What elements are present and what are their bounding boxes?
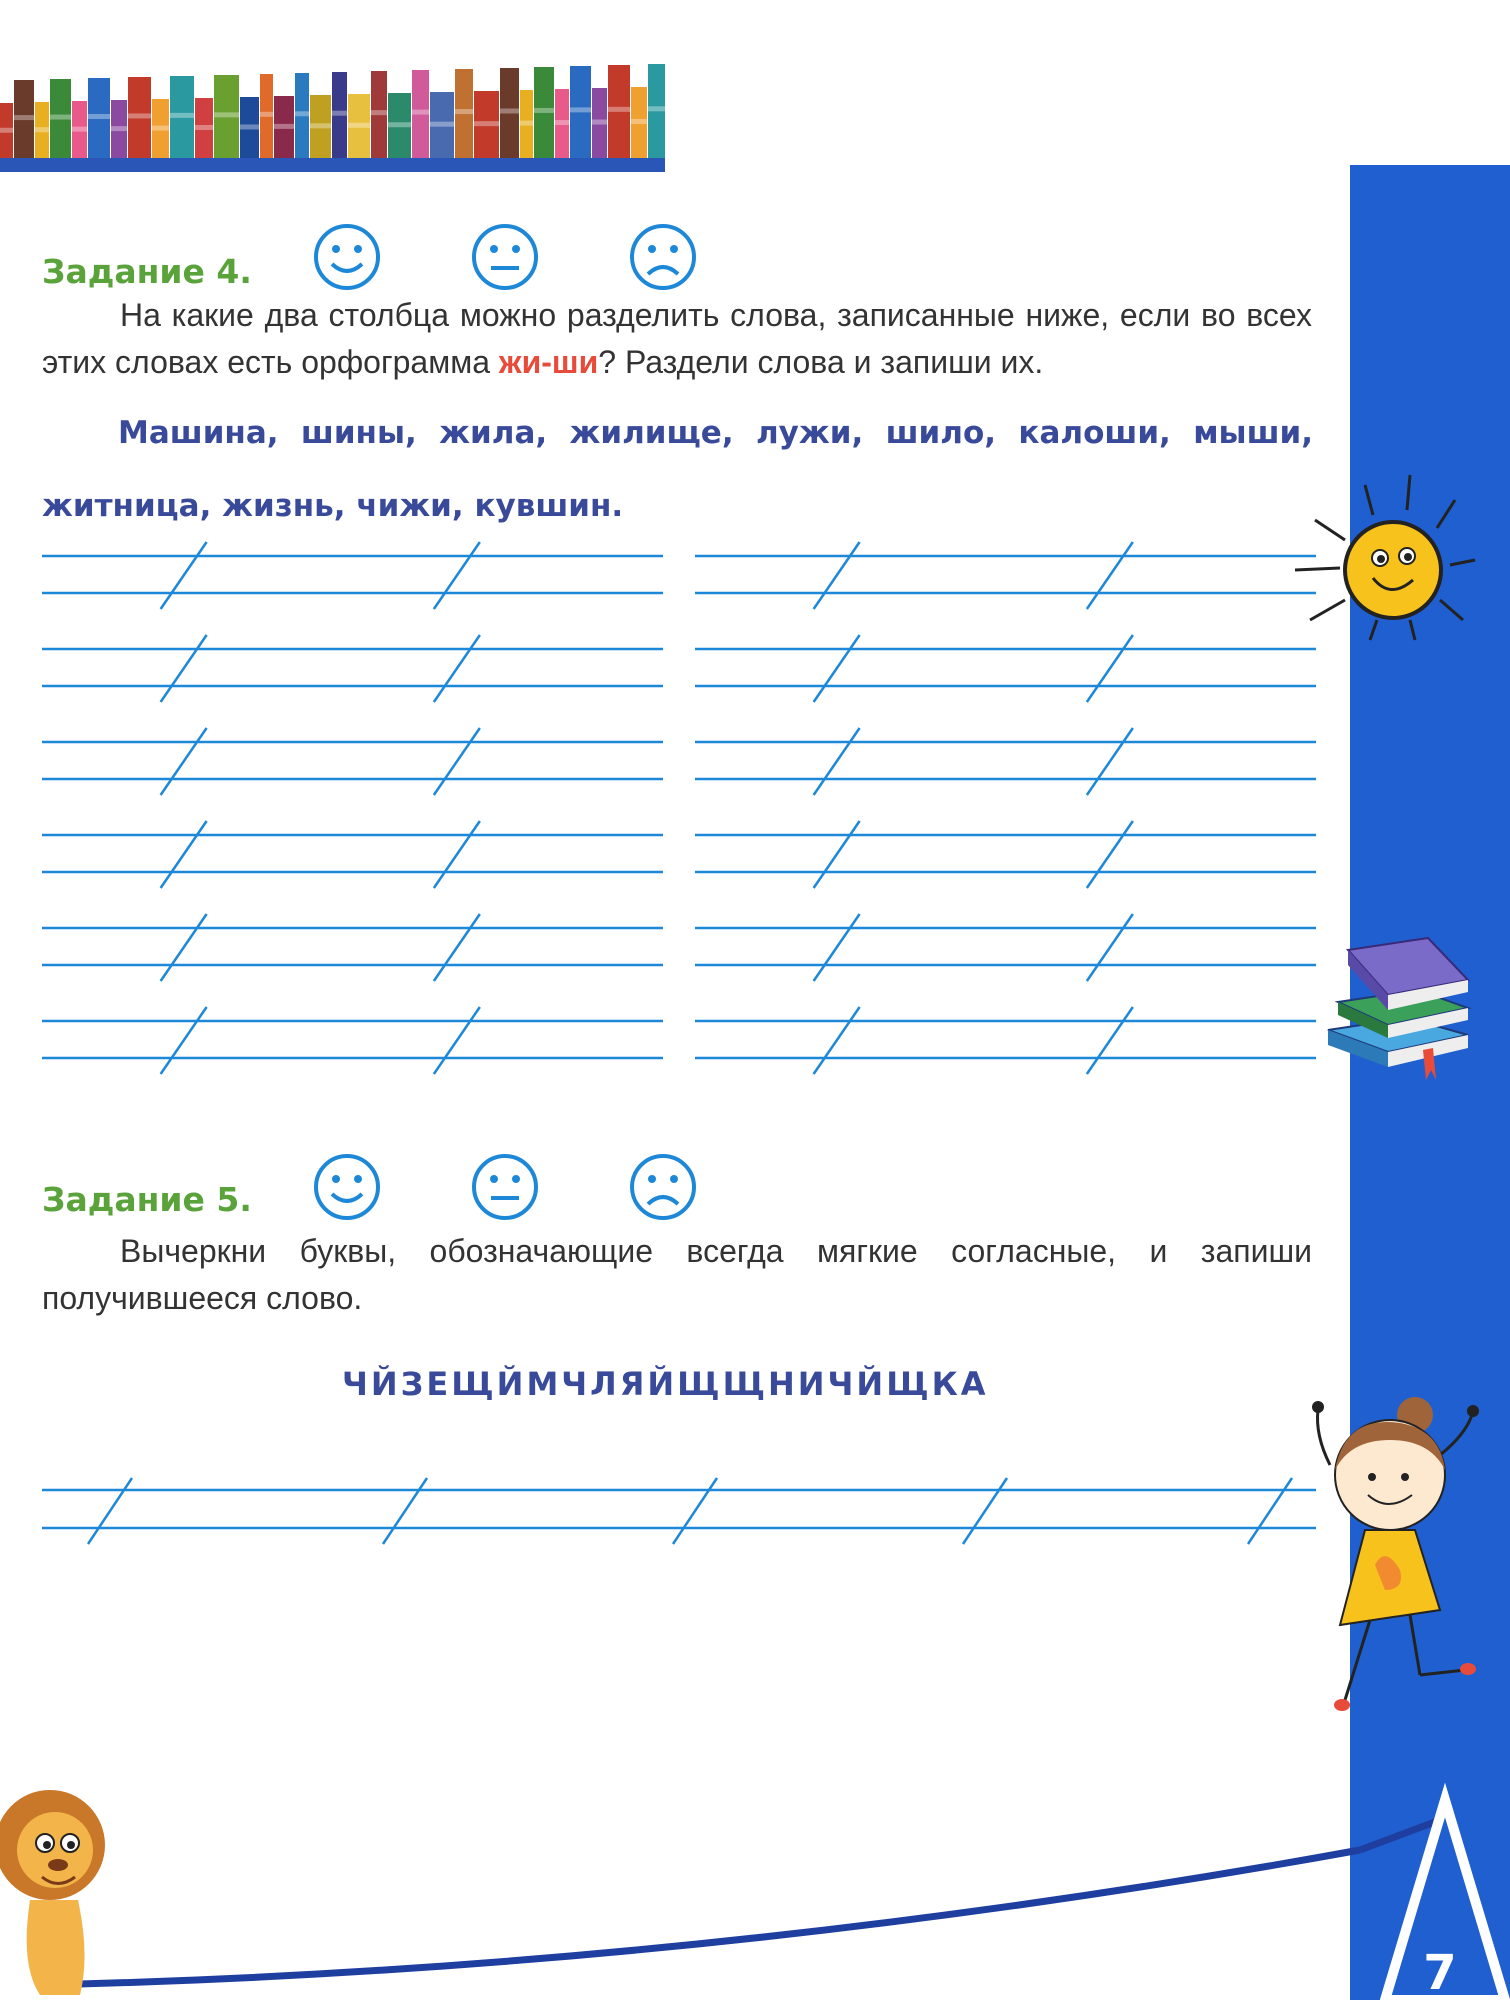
task5-instructions: Вычеркни буквы, обозначающие всегда мягкие согласные, и запиши получившееся слово. — [42, 1233, 1312, 1316]
task4-text-before: На какие два столбца можно разделить слова, записанные ниже, если во всех этих словах есть орфограмма — [42, 297, 1312, 380]
slant-guide — [383, 1478, 427, 1544]
task4-words-line2: житница, жизнь, чижи, кувшин. — [42, 488, 624, 524]
slant-guide — [963, 1478, 1007, 1544]
slant-guide — [673, 1478, 717, 1544]
task5-title: Задание 5. — [42, 1180, 252, 1219]
page-number: 7 — [1423, 1945, 1457, 2001]
slant-guide — [88, 1478, 132, 1544]
task4-text-after: ? Раздели слова и запиши их. — [598, 344, 1044, 380]
task4-words-line1: Машина, шины, жила, жилище, лужи, шило, калоши, мыши, — [118, 415, 1313, 451]
task4-title: Задание 4. — [42, 252, 252, 291]
slant-guide — [1248, 1478, 1292, 1544]
task4-highlight: жи-ши — [498, 344, 599, 380]
task5-letters: ЧЙЗЕЩЙМЧЛЯЙЩЩНИЧЙЩКА — [342, 1365, 989, 1403]
